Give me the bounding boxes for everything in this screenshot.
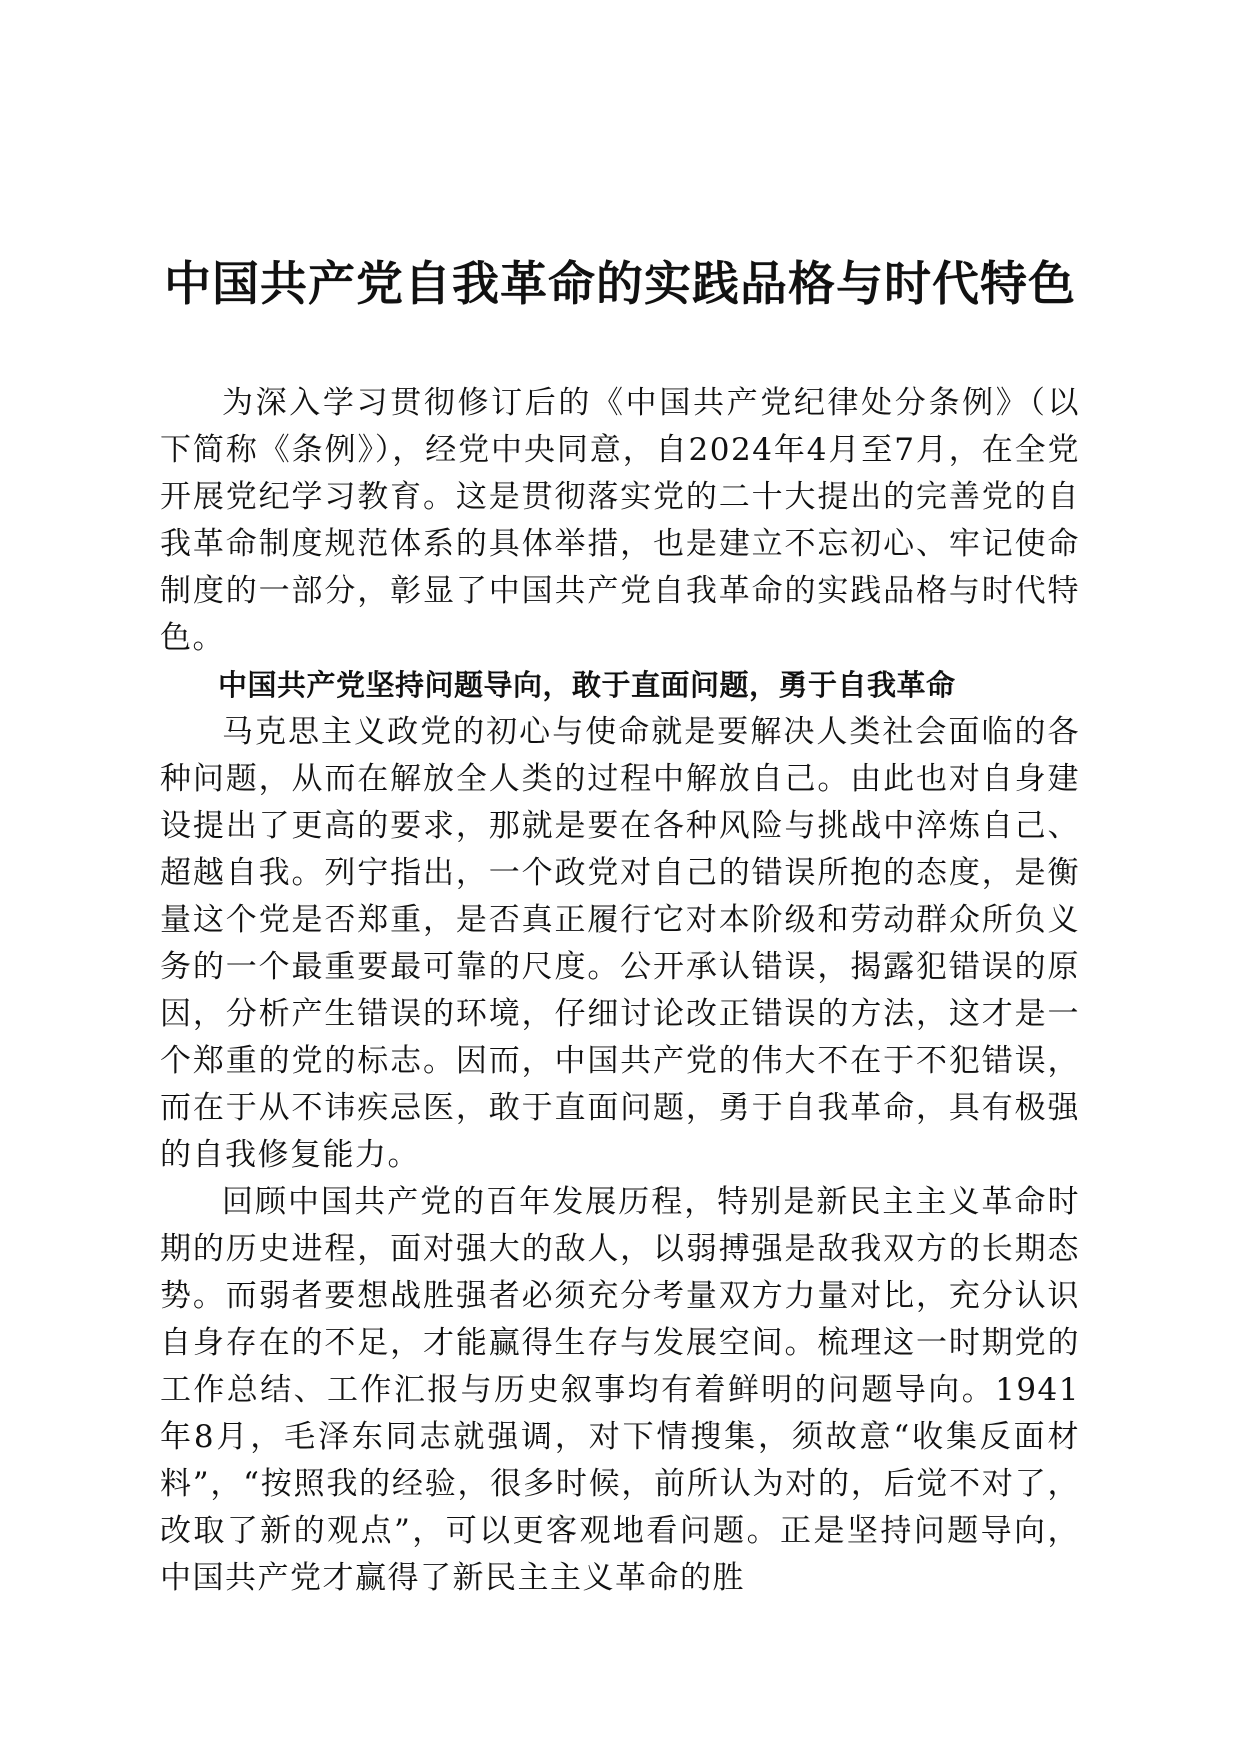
document-title: 中国共产党自我革命的实践品格与时代特色 bbox=[164, 257, 1076, 312]
body-paragraph-2: 回顾中国共产党的百年发展历程，特别是新民主主义革命时期的历史进程，面对强大的敌人，以弱搏强是敌我双方的长期态势。而弱者要想战胜强者必须充分考量双方力量对比，充分认识自身存在的不足，才能赢得生存与发展空间。梳理这一时期党的工作总结、工作汇报与历史叙事均有着鲜明的问题导向。1941年8月，毛泽东同志就强调，对下情搜集，须故意“收集反面材料”，“按照我的经验，很多时候，前所认为对的，后觉不对了，改取了新的观点”，可以更客观地看问题。正是坚持问题导向，中国共产党才赢得了新民主主义革命的胜 bbox=[160, 1184, 1080, 1596]
document-body bbox=[160, 380, 1080, 1602]
section-heading: 中国共产党坚持问题导向，敢于直面问题，勇于自我革命 bbox=[218, 668, 956, 702]
intro-paragraph: 为深入学习贯彻修订后的《中国共产党纪律处分条例》（以下简称《条例》），经党中央同意，自2024年4月至7月，在全党开展党纪学习教育。这是贯彻落实党的二十大提出的完善党的自我革命制度规范体系的具体举措，也是建立不忘初心、牢记使命制度的一部分，彰显了中国共产党自我革命的实践品格与时代特色。 bbox=[160, 385, 1080, 656]
body-paragraph-1: 马克思主义政党的初心与使命就是要解决人类社会面临的各种问题，从而在解放全人类的过程中解放自己。由此也对自身建设提出了更高的要求，那就是要在各种风险与挑战中淬炼自己、超越自我。列宁指出，一个政党对自己的错误所抱的态度，是衡量这个党是否郑重，是否真正履行它对本阶级和劳动群众所负义务的一个最重要最可靠的尺度。公开承认错误，揭露犯错误的原因，分析产生错误的环境，仔细讨论改正错误的方法，这才是一个郑重的党的标志。因而，中国共产党的伟大不在于不犯错误，而在于从不讳疾忌医，敢于直面问题，勇于自我革命，具有极强的自我修复能力。 bbox=[160, 714, 1080, 1173]
